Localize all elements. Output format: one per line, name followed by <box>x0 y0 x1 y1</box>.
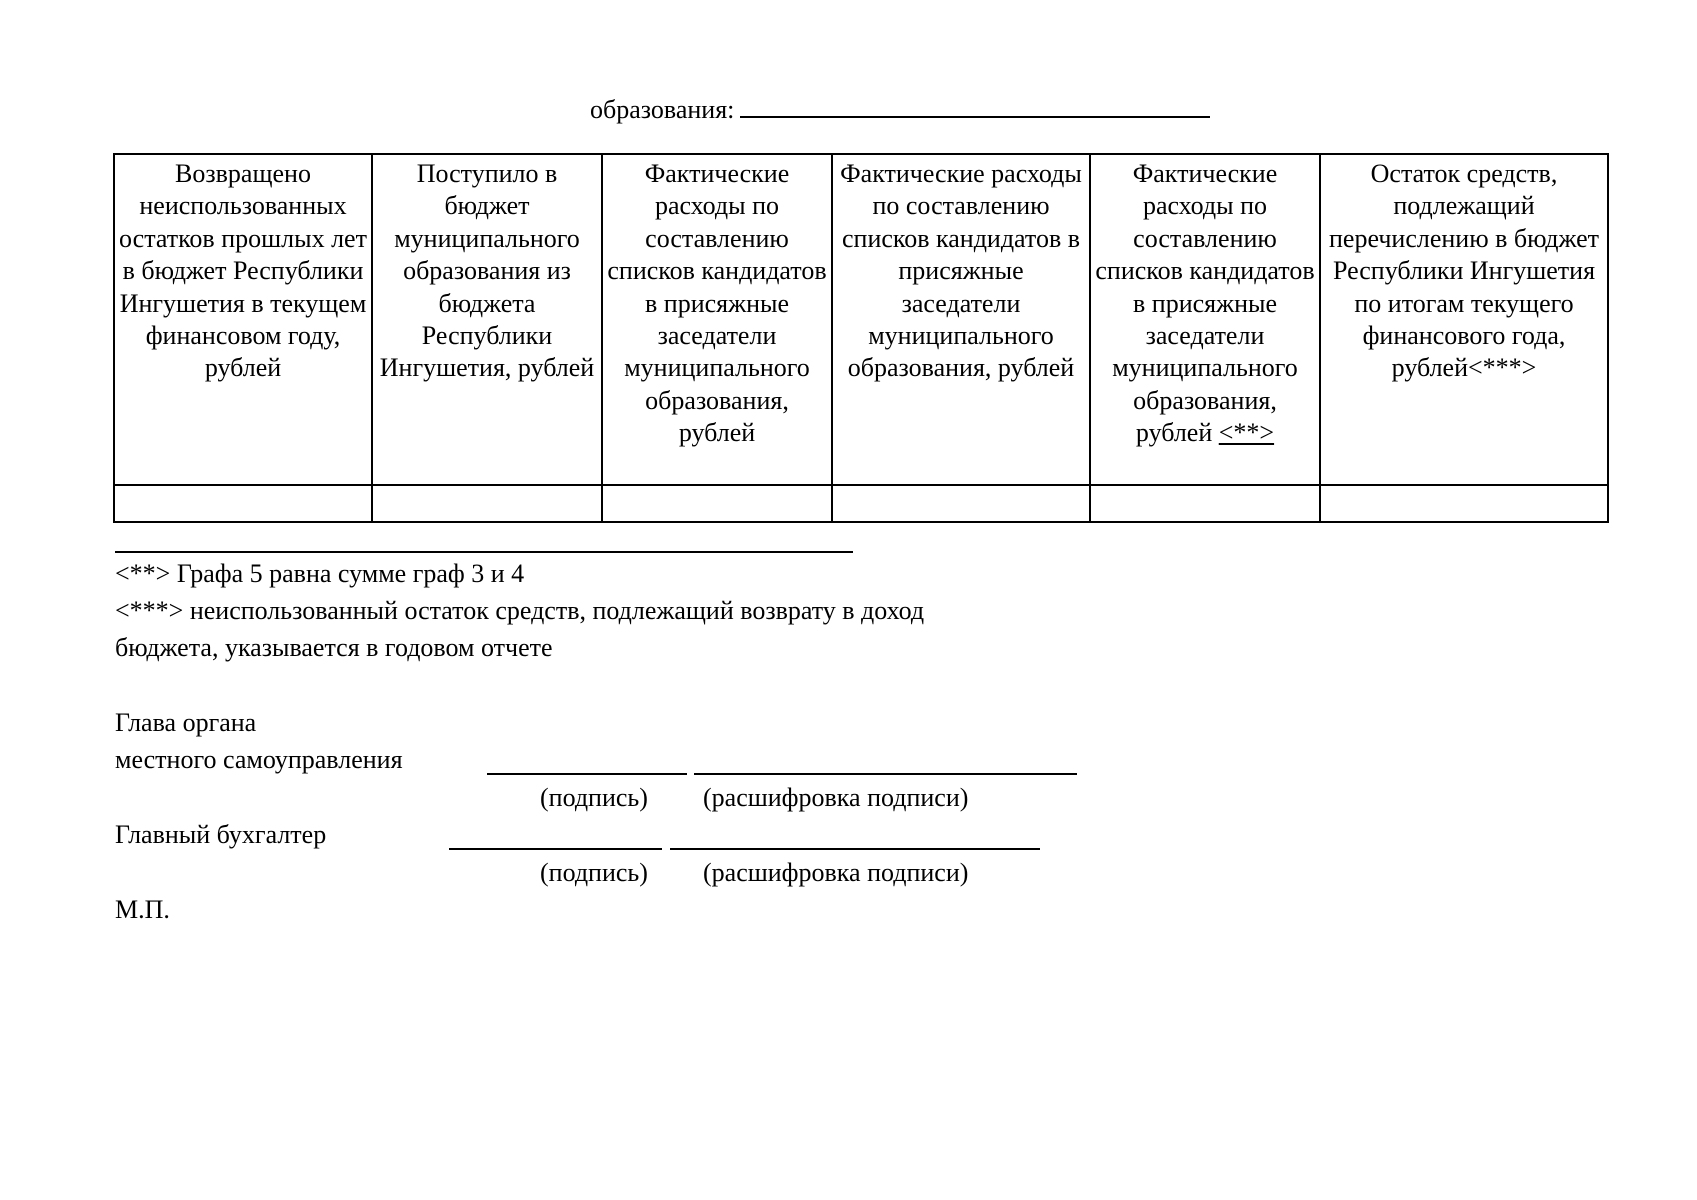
heading-label: образования: <box>590 95 735 124</box>
heading-fill-line <box>740 94 1210 118</box>
footnote-1: <**> Графа 5 равна сумме граф 3 и 4 <box>115 559 525 588</box>
head-title-line-1: Глава органа <box>115 708 257 737</box>
accountant-transcript-caption: (расшифровка подписи) <box>703 858 969 887</box>
head-title-line-2: местного самоуправления <box>115 745 403 774</box>
header-cell-balance: Остаток средств, подлежащий перечислению в бюджет Республики Ингушетия по итогам текущего финансового года, рублей<***> <box>1320 154 1608 485</box>
accountant-transcript-line <box>670 848 1040 850</box>
table-header-row <box>114 154 1608 485</box>
accountant-title: Главный бухгалтер <box>115 820 327 849</box>
footnote-2-line-1: <***> неиспользованный остаток средств, подлежащий возврату в доход <box>115 596 925 625</box>
table-cell <box>114 485 372 522</box>
accountant-signature-line <box>449 848 662 850</box>
footnote-separator <box>115 551 853 553</box>
header-cell-expenses-3-text: Фактические расходы по составлению списков кандидатов в присяжные заседатели муниципального образования, рублей <box>1095 159 1315 448</box>
head-transcript-caption: (расшифровка подписи) <box>703 783 969 812</box>
header-cell-expenses-1: Фактические расходы по составлению списков кандидатов в присяжные заседатели муниципального образования, рублей <box>602 154 832 485</box>
header-cell-returned: Возвращено неиспользованных остатков прошлых лет в бюджет Республики Ингушетия в текущем финансовом году, рублей <box>114 154 372 485</box>
table-cell <box>1090 485 1320 522</box>
head-signature-line <box>487 773 687 775</box>
header-cell-expenses-2: Фактические расходы по составлению списков кандидатов в присяжные заседатели муниципального образования, рублей <box>832 154 1090 485</box>
header-cell-received: Поступило в бюджет муниципального образования из бюджета Республики Ингушетия, рублей <box>372 154 602 485</box>
head-transcript-line <box>694 773 1077 775</box>
header-cell-expenses-3 <box>1090 154 1320 485</box>
table-row <box>114 485 1608 522</box>
table-cell <box>1320 485 1608 522</box>
accountant-signature-caption: (подпись) <box>540 858 648 887</box>
form-heading <box>590 94 1210 125</box>
table-cell <box>602 485 832 522</box>
report-table <box>113 153 1609 523</box>
head-signature-caption: (подпись) <box>540 783 648 812</box>
stamp-place: М.П. <box>115 895 170 924</box>
footnote-ref-link[interactable]: <**> <box>1218 418 1275 448</box>
footnote-2-line-2: бюджета, указывается в годовом отчете <box>115 633 553 662</box>
table-cell <box>372 485 602 522</box>
table-cell <box>832 485 1090 522</box>
